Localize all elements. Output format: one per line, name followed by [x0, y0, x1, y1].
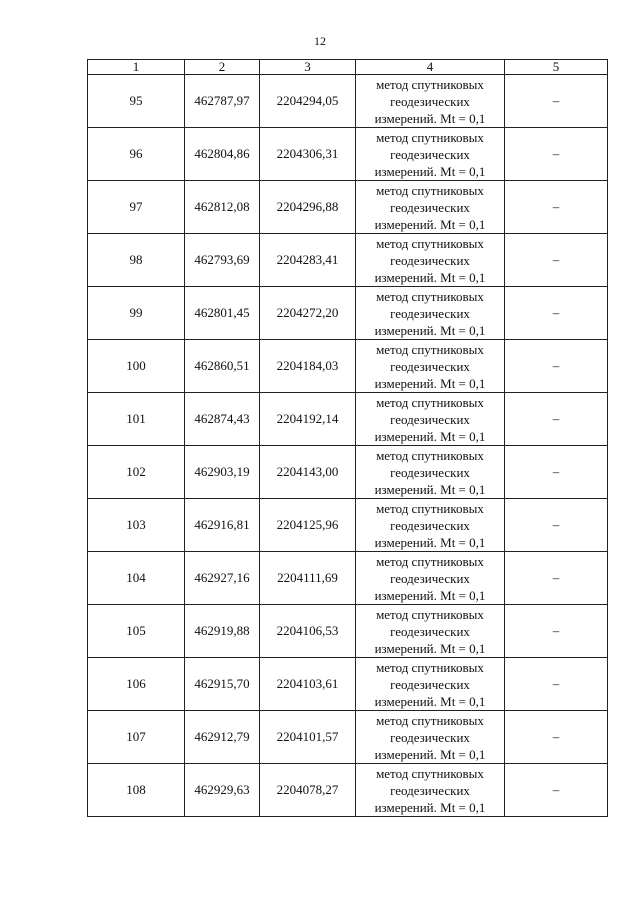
method-line: измерений. Mt = 0,1: [374, 216, 486, 232]
x-coordinate-cell: 462860,51: [185, 340, 260, 393]
note-cell: –: [505, 340, 608, 393]
method-line: геодезических: [390, 623, 470, 639]
table-row: [88, 393, 608, 446]
y-coordinate-cell: 2204272,20: [260, 287, 356, 340]
x-coordinate-cell: 462874,43: [185, 393, 260, 446]
method-line: геодезических: [390, 676, 470, 692]
method-cell: [356, 234, 505, 287]
method-line: метод спутниковых: [376, 76, 484, 92]
y-coordinate-cell: 2204192,14: [260, 393, 356, 446]
method-line: метод спутниковых: [376, 553, 484, 569]
x-coordinate-cell: 462801,45: [185, 287, 260, 340]
method-line: измерений. Mt = 0,1: [374, 481, 486, 497]
x-coordinate-cell: 462787,97: [185, 75, 260, 128]
method-line: метод спутниковых: [376, 341, 484, 357]
point-number-cell: 95: [88, 75, 185, 128]
method-cell: [356, 128, 505, 181]
y-coordinate-cell: 2204294,05: [260, 75, 356, 128]
point-number-cell: 105: [88, 605, 185, 658]
method-line: измерений. Mt = 0,1: [374, 746, 486, 762]
method-line: геодезических: [390, 570, 470, 586]
column-header: 4: [356, 60, 505, 75]
y-coordinate-cell: 2204306,31: [260, 128, 356, 181]
note-cell: –: [505, 181, 608, 234]
method-line: метод спутниковых: [376, 659, 484, 675]
method-line: геодезических: [390, 93, 470, 109]
table-row: [88, 287, 608, 340]
note-cell: –: [505, 287, 608, 340]
table-row: [88, 340, 608, 393]
table-row: [88, 552, 608, 605]
y-coordinate-cell: 2204143,00: [260, 446, 356, 499]
point-number-cell: 101: [88, 393, 185, 446]
method-line: геодезических: [390, 517, 470, 533]
column-header: 2: [185, 60, 260, 75]
method-line: геодезических: [390, 411, 470, 427]
y-coordinate-cell: 2204101,57: [260, 711, 356, 764]
method-line: измерений. Mt = 0,1: [374, 322, 486, 338]
y-coordinate-cell: 2204125,96: [260, 499, 356, 552]
method-line: метод спутниковых: [376, 712, 484, 728]
page-number: 12: [314, 34, 326, 48]
method-line: геодезических: [390, 782, 470, 798]
table-header-row: [88, 60, 608, 75]
method-line: измерений. Mt = 0,1: [374, 110, 486, 126]
point-number-cell: 107: [88, 711, 185, 764]
point-number-cell: 104: [88, 552, 185, 605]
method-line: измерений. Mt = 0,1: [374, 534, 486, 550]
method-line: измерений. Mt = 0,1: [374, 693, 486, 709]
point-number-cell: 97: [88, 181, 185, 234]
method-cell: [356, 711, 505, 764]
y-coordinate-cell: 2204106,53: [260, 605, 356, 658]
y-coordinate-cell: 2204078,27: [260, 764, 356, 817]
method-line: метод спутниковых: [376, 288, 484, 304]
table-row: [88, 658, 608, 711]
y-coordinate-cell: 2204103,61: [260, 658, 356, 711]
note-cell: –: [505, 711, 608, 764]
x-coordinate-cell: 462903,19: [185, 446, 260, 499]
table-row: [88, 499, 608, 552]
method-cell: [356, 75, 505, 128]
method-line: метод спутниковых: [376, 129, 484, 145]
x-coordinate-cell: 462919,88: [185, 605, 260, 658]
y-coordinate-cell: 2204296,88: [260, 181, 356, 234]
table-row: [88, 181, 608, 234]
method-line: измерений. Mt = 0,1: [374, 640, 486, 656]
method-line: геодезических: [390, 199, 470, 215]
table-row: [88, 605, 608, 658]
method-cell: [356, 499, 505, 552]
note-cell: –: [505, 75, 608, 128]
x-coordinate-cell: 462916,81: [185, 499, 260, 552]
column-header: 1: [88, 60, 185, 75]
method-line: метод спутниковых: [376, 765, 484, 781]
method-cell: [356, 181, 505, 234]
point-number-cell: 102: [88, 446, 185, 499]
method-line: метод спутниковых: [376, 606, 484, 622]
method-line: геодезических: [390, 358, 470, 374]
method-cell: [356, 393, 505, 446]
method-line: геодезических: [390, 729, 470, 745]
table-row: [88, 234, 608, 287]
method-line: метод спутниковых: [376, 394, 484, 410]
x-coordinate-cell: 462804,86: [185, 128, 260, 181]
column-header: 3: [260, 60, 356, 75]
note-cell: –: [505, 764, 608, 817]
method-line: измерений. Mt = 0,1: [374, 428, 486, 444]
table-row: [88, 75, 608, 128]
method-line: геодезических: [390, 464, 470, 480]
coordinates-table: [87, 59, 608, 817]
point-number-cell: 106: [88, 658, 185, 711]
table-row: [88, 128, 608, 181]
method-line: измерений. Mt = 0,1: [374, 799, 486, 815]
x-coordinate-cell: 462915,70: [185, 658, 260, 711]
y-coordinate-cell: 2204111,69: [260, 552, 356, 605]
note-cell: –: [505, 446, 608, 499]
method-line: геодезических: [390, 146, 470, 162]
table-row: [88, 711, 608, 764]
method-line: метод спутниковых: [376, 500, 484, 516]
method-line: геодезических: [390, 305, 470, 321]
table-row: [88, 446, 608, 499]
note-cell: –: [505, 234, 608, 287]
note-cell: –: [505, 499, 608, 552]
note-cell: –: [505, 128, 608, 181]
point-number-cell: 98: [88, 234, 185, 287]
method-cell: [356, 446, 505, 499]
point-number-cell: 108: [88, 764, 185, 817]
point-number-cell: 103: [88, 499, 185, 552]
method-cell: [356, 552, 505, 605]
method-line: метод спутниковых: [376, 447, 484, 463]
method-line: измерений. Mt = 0,1: [374, 163, 486, 179]
method-line: измерений. Mt = 0,1: [374, 375, 486, 391]
point-number-cell: 96: [88, 128, 185, 181]
table-row: [88, 764, 608, 817]
y-coordinate-cell: 2204283,41: [260, 234, 356, 287]
method-cell: [356, 340, 505, 393]
method-cell: [356, 764, 505, 817]
y-coordinate-cell: 2204184,03: [260, 340, 356, 393]
x-coordinate-cell: 462912,79: [185, 711, 260, 764]
x-coordinate-cell: 462793,69: [185, 234, 260, 287]
method-line: измерений. Mt = 0,1: [374, 587, 486, 603]
point-number-cell: 100: [88, 340, 185, 393]
method-line: измерений. Mt = 0,1: [374, 269, 486, 285]
column-header: 5: [505, 60, 608, 75]
method-cell: [356, 605, 505, 658]
note-cell: –: [505, 552, 608, 605]
note-cell: –: [505, 605, 608, 658]
note-cell: –: [505, 658, 608, 711]
method-cell: [356, 658, 505, 711]
method-cell: [356, 287, 505, 340]
x-coordinate-cell: 462812,08: [185, 181, 260, 234]
method-line: геодезических: [390, 252, 470, 268]
table-body: [88, 75, 608, 817]
x-coordinate-cell: 462929,63: [185, 764, 260, 817]
method-line: метод спутниковых: [376, 182, 484, 198]
method-line: метод спутниковых: [376, 235, 484, 251]
note-cell: –: [505, 393, 608, 446]
x-coordinate-cell: 462927,16: [185, 552, 260, 605]
point-number-cell: 99: [88, 287, 185, 340]
